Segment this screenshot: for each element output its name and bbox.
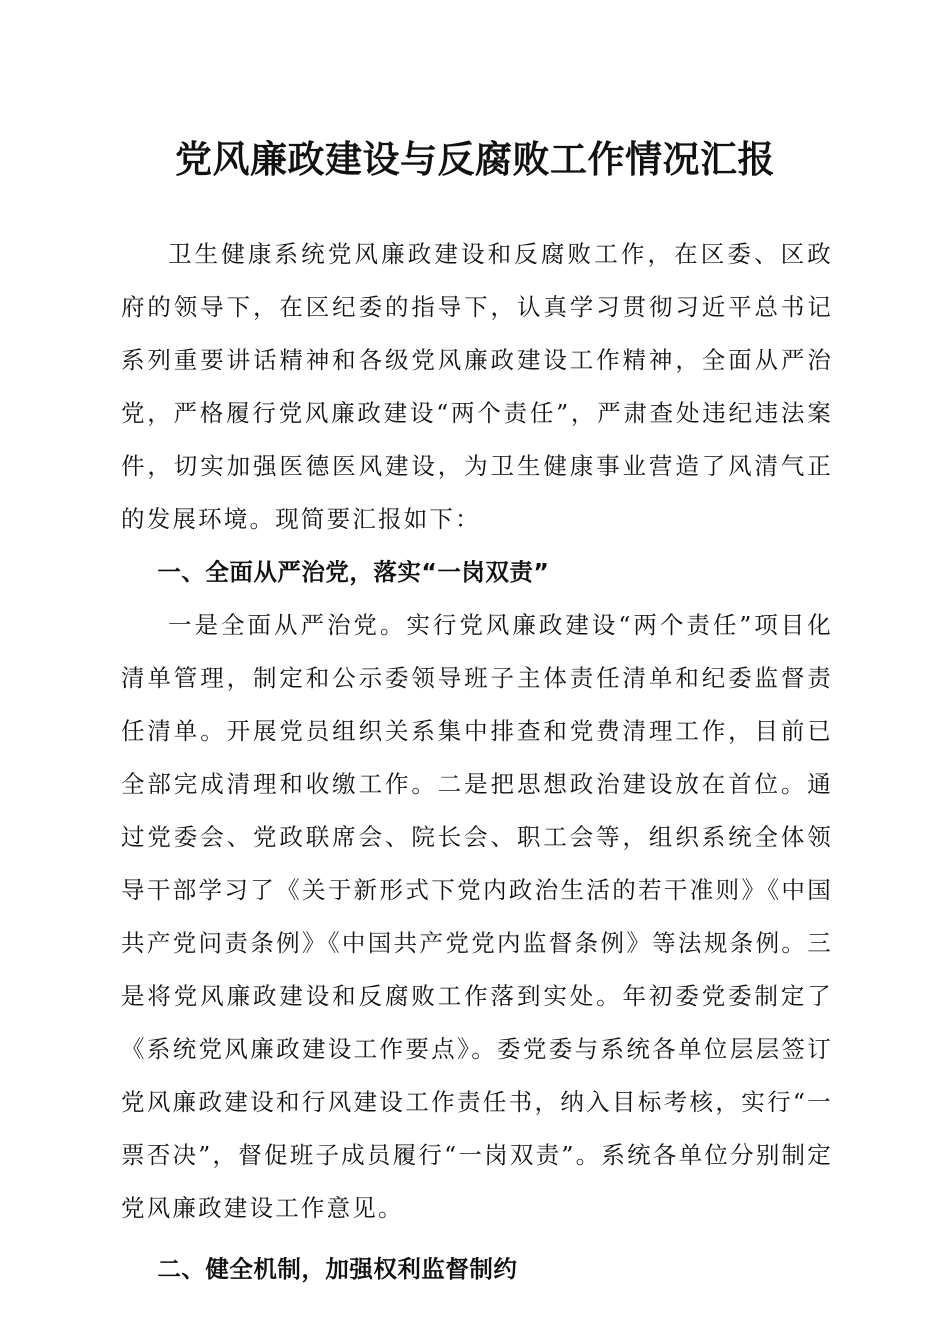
document-title: 党风廉政建设与反腐败工作情况汇报 [175,138,775,181]
intro-paragraph: 卫生健康系统党风廉政建设和反腐败工作，在区委、区政府的领导下，在区纪委的指导下，认真学习贯彻习近平总书记系列重要讲话精神和各级党风廉政建设工作精神，全面从严治党，严格履行党风廉政建设“两个责任”，严肃查处违纪违法案件，切实加强医德医风建设，为卫生健康事业营造了风清气正的发展环境。现简要汇报如下： [121,240,833,533]
section-2-heading: 二、健全机制，加强权利监督制约 [157,1255,518,1283]
section-1-paragraph: 一是全面从严治党。实行党风廉政建设“两个责任”项目化清单管理，制定和公示委领导班子主体责任清单和纪委监督责任清单。开展党员组织关系集中排查和党费清理工作，目前已全部完成清理和收缴工作。二是把思想政治建设放在首位。通过党委会、党政联席会、院长会、职工会等，组织系统全体领导干部学习了《关于新形式下党内政治生活的若干准则》《中国共产党问责条例》《中国共产党党内监督条例》等法规条例。三是将党风廉政建设和反腐败工作落到实处。年初委党委制定了《系统党风廉政建设工作要点》。委党委与系统各单位层层签订党风廉政建设和行风建设工作责任书，纳入目标考核，实行“一票否决”，督促班子成员履行“一岗双责”。系统各单位分别制定党风廉政建设工作意见。 [121,611,833,1222]
document-body [121,228,833,1296]
section-1-heading: 一、全面从严治党，落实“一岗双责” [157,558,550,586]
